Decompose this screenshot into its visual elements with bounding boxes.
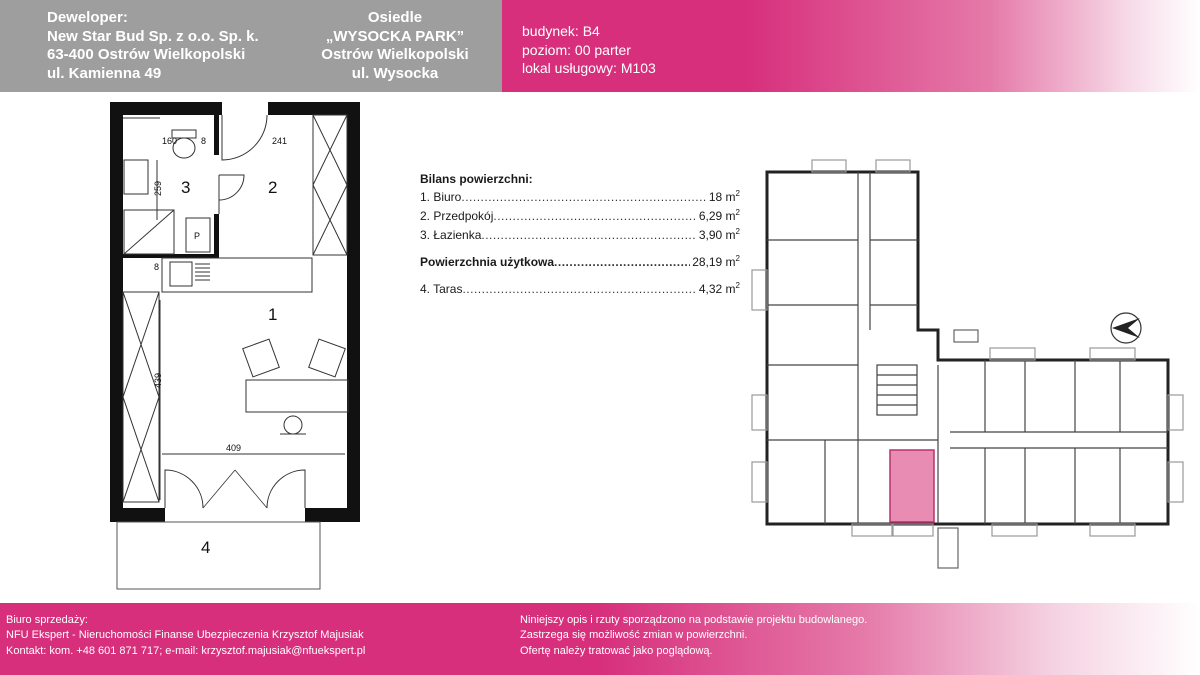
desk — [246, 380, 348, 412]
unit-info — [522, 22, 656, 78]
disclaimer-line: Niniejszy opis i rzuty sporządzono na podstawie projektu budowlanego. — [520, 614, 868, 626]
room-number-2: 2 — [268, 178, 278, 197]
wall-north-left — [110, 102, 222, 115]
estate-label: Osiedle — [367, 9, 423, 26]
area-value: 4,32 m — [698, 282, 736, 296]
estate-street: ul. Wysocka — [351, 64, 439, 82]
dimension-label: 8 — [201, 136, 207, 146]
dimension-label: 8 — [154, 262, 160, 272]
area-unit-sup: 2 — [735, 281, 740, 290]
disclaimer-line: Ofertę należy tratować jako poglądową. — [520, 644, 713, 657]
area-label: Powierzchnia użytkowa — [420, 255, 555, 269]
balcony-door-right — [267, 470, 305, 508]
area-unit-sup: 2 — [735, 208, 740, 217]
room-number-4: 4 — [201, 538, 211, 557]
dimension-label: 439 — [153, 372, 163, 388]
highlighted-unit — [890, 450, 934, 522]
armchair-left — [243, 339, 280, 377]
wall-west — [110, 102, 123, 522]
area-value: 28,19 m — [692, 255, 736, 269]
wall-bath-lower — [214, 214, 219, 256]
room-number-3: 3 — [181, 178, 191, 197]
area-label: 2. Przedpokój — [420, 209, 494, 223]
dimension-label: 160 — [162, 136, 178, 146]
estate-info — [295, 9, 495, 83]
wall-bath-upper — [214, 115, 219, 155]
developer-city: 63-400 Ostrów Wielkopolski — [47, 46, 246, 63]
boiler-label: P — [194, 231, 201, 241]
area-row-total — [420, 254, 740, 273]
building-key-plan — [740, 150, 1200, 580]
unit-number: lokal usługowy: M103 — [522, 60, 656, 76]
area-value: 3,90 m — [698, 228, 736, 242]
area-row-bathroom — [420, 227, 740, 246]
area-label: 1. Biuro — [420, 190, 462, 204]
sink — [170, 262, 192, 286]
dimension-label: 259 — [153, 180, 163, 196]
sales-office-info — [6, 613, 365, 659]
kitchen-counter — [162, 258, 312, 292]
area-unit-sup: 2 — [735, 254, 740, 263]
entry-door — [222, 115, 267, 160]
wall-east — [347, 102, 360, 522]
unit-building: budynek: B4 — [522, 23, 600, 39]
developer-info — [47, 9, 259, 83]
sales-office-name: NFU Ekspert - Nieruchomości Finanse Ubezpieczenia Krzysztof Majusiak — [6, 629, 364, 642]
wall-south-left — [110, 508, 165, 522]
area-row-hallway — [420, 208, 740, 227]
estate-city: Ostrów Wielkopolski — [321, 46, 469, 63]
washbasin — [124, 160, 148, 194]
area-value: 18 m — [708, 190, 736, 204]
estate-name: „WYSOCKA PARK” — [325, 27, 465, 45]
area-balance-title: Bilans powierzchni: — [420, 172, 533, 186]
area-unit-sup: 2 — [735, 189, 740, 198]
balcony-door-left — [165, 470, 203, 508]
area-row-terrace — [420, 281, 740, 300]
disclaimer-line: Zastrzega się możliwość zmian w powierzchni. — [520, 629, 748, 642]
area-row-office — [420, 189, 740, 208]
office-chair — [284, 416, 302, 434]
dimension-label: 409 — [226, 443, 242, 453]
area-balance — [420, 172, 740, 300]
sales-office-label: Biuro sprzedaży: — [6, 614, 88, 626]
dimension-label: 241 — [272, 136, 288, 146]
terrace — [117, 522, 320, 589]
wall-south-right — [305, 508, 360, 522]
area-label: 4. Taras — [420, 282, 463, 296]
area-unit-sup: 2 — [735, 227, 740, 236]
header-pink-band — [502, 0, 1200, 92]
footer-band — [0, 603, 1200, 675]
compass-icon — [1111, 313, 1141, 343]
armchair-right — [309, 339, 346, 377]
wall-north-right — [268, 102, 358, 115]
developer-name: New Star Bud Sp. z o.o. Sp. k. — [47, 27, 259, 45]
unit-level: poziom: 00 parter — [522, 41, 631, 58]
developer-street: ul. Kamienna 49 — [47, 64, 162, 82]
area-label: 3. Łazienka — [420, 228, 482, 242]
sales-office-contact: Kontakt: kom. +48 601 871 717; e-mail: krzysztof.majusiak@nfuekspert.pl — [6, 644, 366, 657]
bathroom-door — [219, 175, 244, 200]
room-number-1: 1 — [268, 305, 278, 324]
wardrobe — [313, 115, 347, 255]
disclaimer — [520, 613, 867, 659]
header-grey-band — [0, 0, 502, 92]
wall-bath-south — [123, 254, 219, 258]
developer-label: Deweloper: — [47, 9, 128, 26]
unit-floor-plan — [0, 92, 520, 603]
area-value: 6,29 m — [698, 209, 736, 223]
